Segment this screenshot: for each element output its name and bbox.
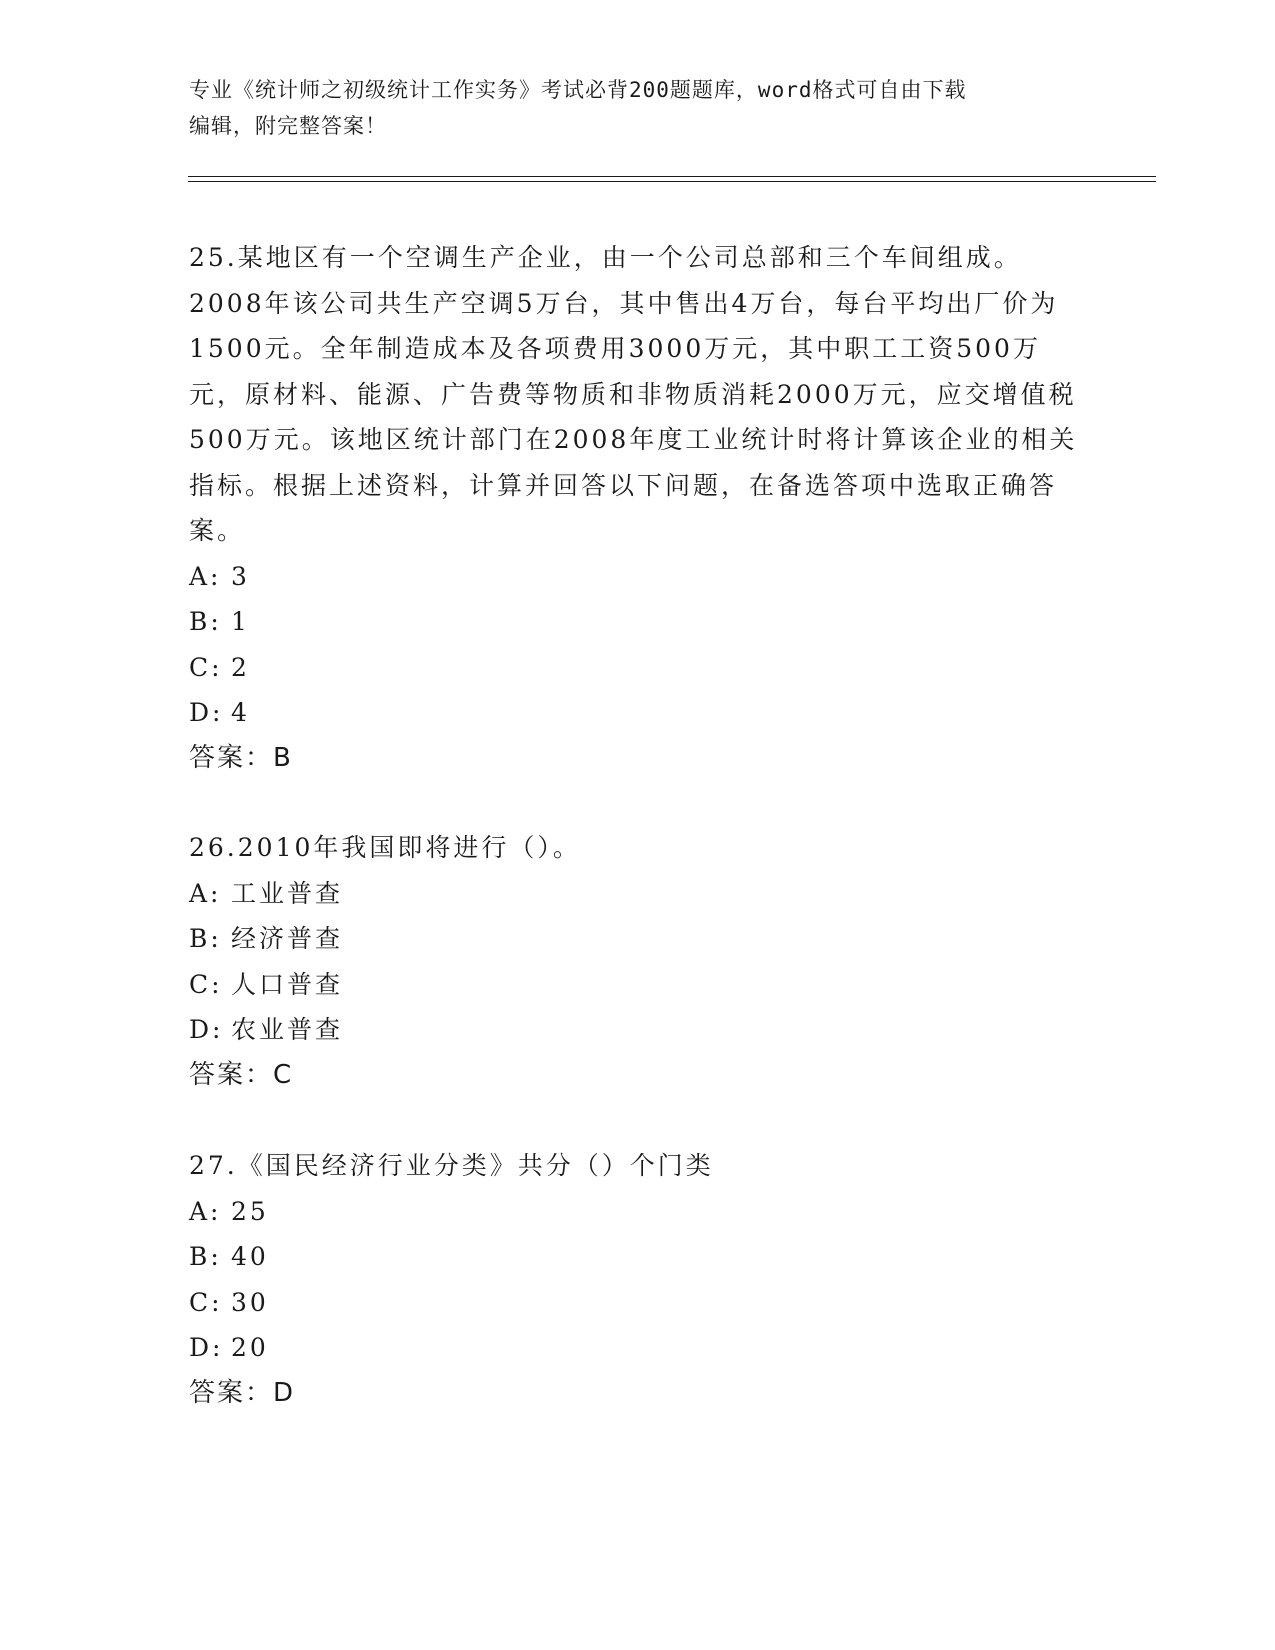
option-text: 1 <box>231 607 250 636</box>
option-letter: B: <box>189 1242 222 1271</box>
option-text: 40 <box>231 1242 269 1271</box>
header-line-2: 编辑，附完整答案！ <box>189 114 387 138</box>
option-c <box>189 1280 1089 1326</box>
question-stem: 25.某地区有一个空调生产企业，由一个公司总部和三个车间组成。2008年该公司共生产空调5万台，其中售出4万台，每台平均出厂价为1500元。全年制造成本及各项费用3000万元，其中职工工资500万元，原材料、能源、广告费等物质和非物质消耗2000万元，应交增值税500万元。该地区统计部门在2008年度工业统计时将计算该企业的相关指标。根据上述资料，计算并回答以下问题，在备选答项中选取正确答案。 <box>189 243 1078 545</box>
option-text: 3 <box>231 561 250 591</box>
option-letter: D: <box>189 1015 224 1044</box>
option-letter: A: <box>189 1196 222 1226</box>
answer-line: 答案：D <box>189 1377 296 1408</box>
option-a <box>189 871 1089 917</box>
option-b <box>189 599 1089 645</box>
option-text: 20 <box>231 1333 269 1362</box>
header-divider-top <box>188 176 1156 177</box>
option-a <box>189 1189 1089 1235</box>
option-text: 4 <box>231 698 250 727</box>
question-stem: 26.2010年我国即将进行（）。 <box>189 833 581 862</box>
option-b <box>189 916 1089 962</box>
option-letter: A: <box>189 561 222 591</box>
question-26 <box>189 825 1089 1098</box>
answer-line: 答案：C <box>189 1059 294 1090</box>
option-text: 农业普查 <box>231 1015 344 1044</box>
option-letter: C: <box>189 1287 223 1317</box>
option-letter: B: <box>189 924 222 953</box>
header-divider-bottom <box>188 181 1156 182</box>
option-c <box>189 962 1089 1008</box>
option-c <box>189 645 1089 691</box>
option-letter: D: <box>189 698 224 727</box>
document-header <box>189 72 1089 144</box>
option-letter: A: <box>189 878 222 908</box>
question-27 <box>189 1143 1089 1416</box>
option-d <box>189 690 1089 736</box>
header-line-1: 专业《统计师之初级统计工作实务》考试必背200题题库，word格式可自由下载 <box>189 78 967 102</box>
option-b <box>189 1234 1089 1280</box>
option-text: 工业普查 <box>231 878 344 908</box>
option-letter: D: <box>189 1333 224 1362</box>
option-d <box>189 1007 1089 1053</box>
question-25 <box>189 235 1089 781</box>
option-letter: C: <box>189 652 223 682</box>
option-text: 2 <box>231 652 250 682</box>
option-text: 经济普查 <box>231 924 344 953</box>
option-text: 25 <box>231 1196 269 1226</box>
answer-line: 答案：B <box>189 742 293 773</box>
option-text: 30 <box>231 1287 269 1317</box>
question-stem: 27.《国民经济行业分类》共分（）个门类 <box>189 1151 714 1180</box>
option-a <box>189 554 1089 600</box>
option-letter: B: <box>189 607 222 636</box>
option-letter: C: <box>189 969 223 999</box>
option-text: 人口普查 <box>231 969 344 999</box>
option-d <box>189 1325 1089 1371</box>
